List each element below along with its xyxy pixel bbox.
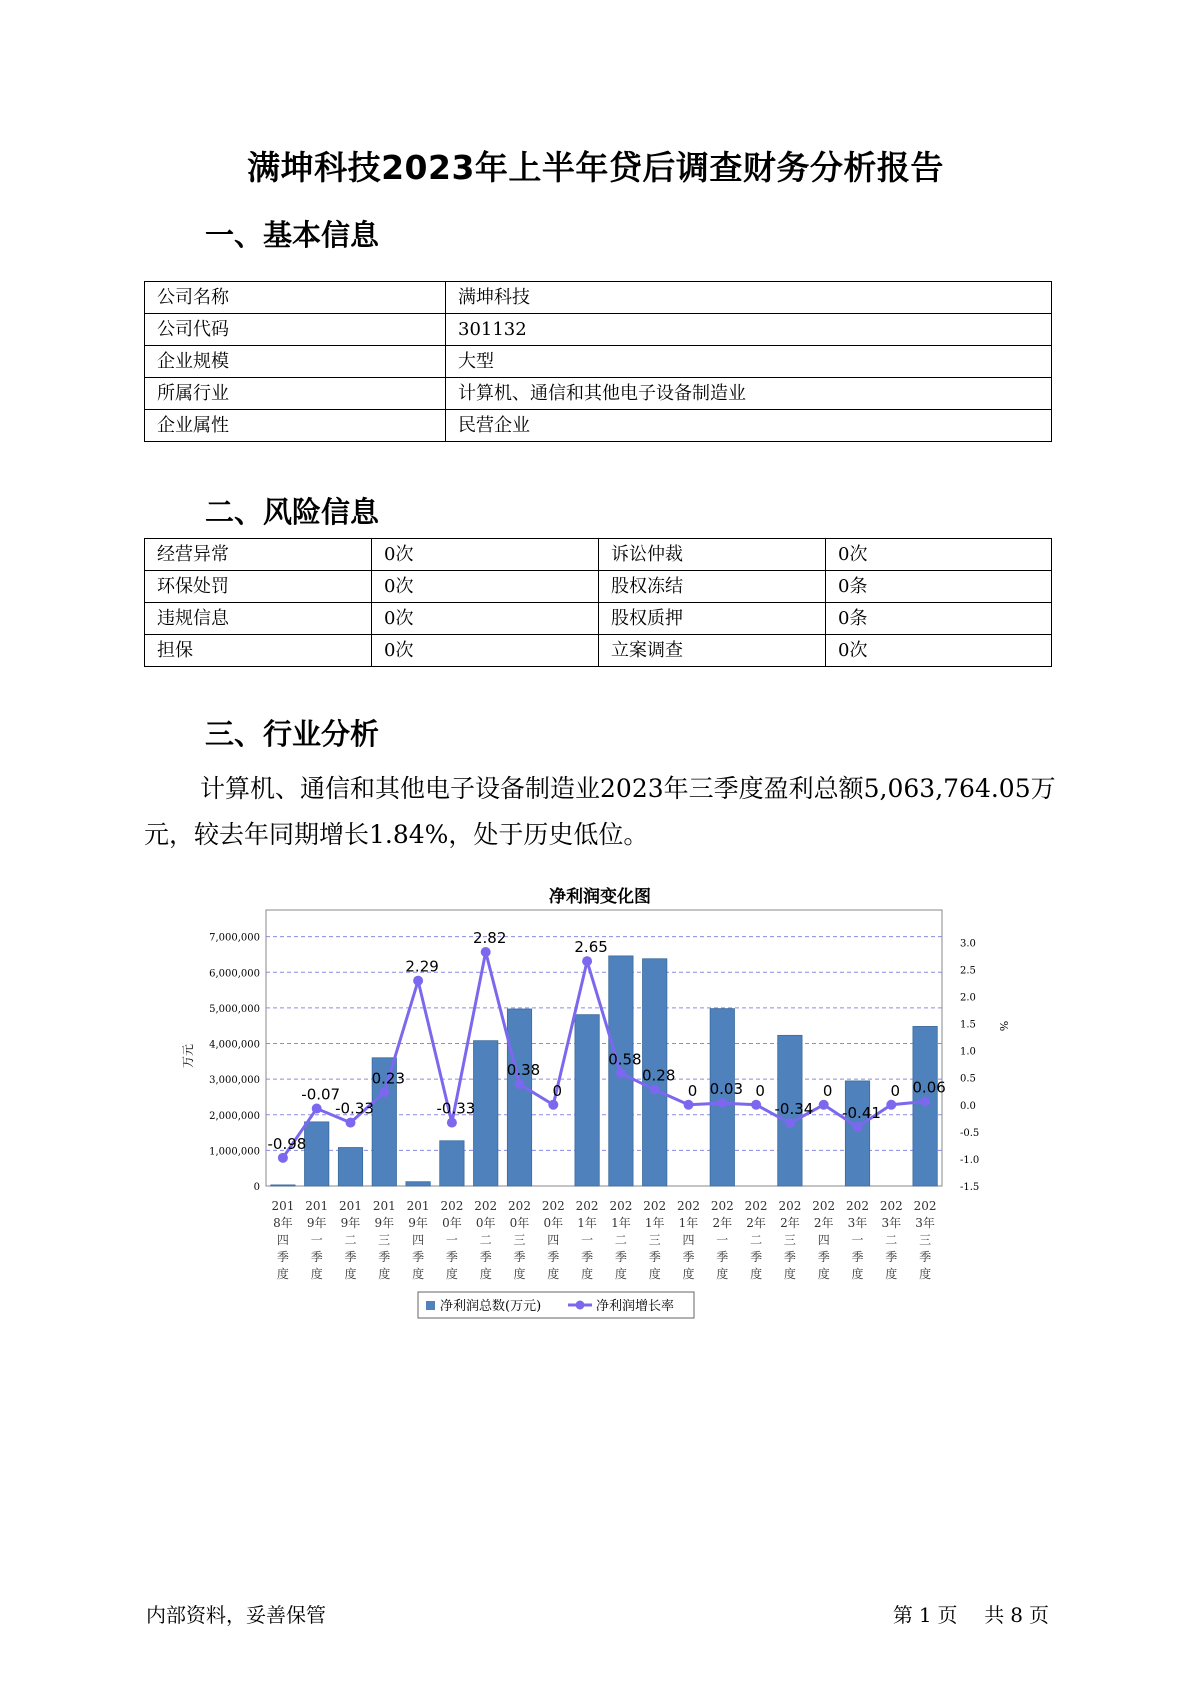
basic-info-value: 301132 xyxy=(446,314,1052,346)
x-tick-label: 202 0年三季度 xyxy=(508,1199,531,1281)
growth-rate-point xyxy=(819,1100,829,1110)
growth-rate-data-label: 2.65 xyxy=(574,938,608,957)
y2-tick-label: -0.5 xyxy=(960,1127,980,1139)
chart-title: 净利润变化图 xyxy=(549,887,651,907)
risk-value: 0次 xyxy=(826,539,1052,571)
x-tick-label: 202 1年一季度 xyxy=(575,1199,599,1281)
page-number: 1 xyxy=(918,1603,932,1627)
growth-rate-point xyxy=(650,1085,660,1095)
growth-rate-data-label: -0.33 xyxy=(335,1099,374,1118)
y-tick-label: 2,000,000 xyxy=(209,1110,260,1122)
legend-label: 净利润增长率 xyxy=(596,1299,675,1314)
basic-info-value: 大型 xyxy=(446,346,1052,378)
x-tick-label: 202 2年一季度 xyxy=(710,1199,734,1281)
y2-tick-label: 1.5 xyxy=(960,1019,976,1031)
x-tick-label: 202 2年四季度 xyxy=(812,1199,836,1281)
risk-label: 股权冻结 xyxy=(599,571,826,603)
growth-rate-point xyxy=(751,1100,761,1110)
growth-rate-data-label: -0.34 xyxy=(774,1100,814,1119)
bar xyxy=(845,1081,869,1186)
section-heading-industry-analysis: 三、行业分析 xyxy=(205,717,380,751)
basic-info-value: 民营企业 xyxy=(446,410,1052,442)
growth-rate-data-label: 0.38 xyxy=(506,1061,541,1080)
y-tick-label: 5,000,000 xyxy=(209,1003,260,1015)
growth-rate-point xyxy=(278,1153,288,1163)
section-heading-basic-info: 一、基本信息 xyxy=(205,218,380,252)
table-row xyxy=(145,539,1052,571)
legend-swatch-bar xyxy=(426,1301,435,1310)
basic-info-label: 企业规模 xyxy=(145,346,446,378)
section-heading-risk-info: 二、风险信息 xyxy=(205,495,380,529)
y-tick-label: 4,000,000 xyxy=(209,1039,260,1051)
bar xyxy=(271,1185,295,1186)
x-tick-label: 202 1年三季度 xyxy=(643,1199,667,1281)
industry-analysis-paragraph xyxy=(144,766,1056,858)
bar xyxy=(440,1141,464,1186)
risk-label: 立案调查 xyxy=(599,635,826,667)
x-tick-label: 202 3年一季度 xyxy=(846,1199,869,1281)
y-tick-label: 0 xyxy=(253,1182,260,1193)
x-tick-label: 201 9年一季度 xyxy=(305,1199,329,1281)
growth-rate-point xyxy=(346,1118,356,1128)
document-title: 满坤科技2023年上半年贷后调查财务分析报告 xyxy=(247,148,944,187)
table-row xyxy=(145,282,1052,314)
x-tick-label: 202 0年二季度 xyxy=(474,1199,498,1281)
growth-rate-data-label: 0 xyxy=(687,1081,698,1100)
bar xyxy=(338,1148,362,1186)
risk-info-table xyxy=(144,538,1052,667)
risk-value: 0条 xyxy=(826,603,1052,635)
risk-value: 0次 xyxy=(372,635,599,667)
risk-label: 担保 xyxy=(145,635,372,667)
footer-page-indicator xyxy=(890,1599,1052,1628)
growth-rate-data-label: 0.28 xyxy=(641,1066,676,1085)
bar xyxy=(474,1041,498,1186)
bar xyxy=(305,1122,329,1186)
basic-info-value: 满坤科技 xyxy=(446,282,1052,314)
x-tick-label: 202 3年二季度 xyxy=(879,1199,903,1281)
risk-label: 经营异常 xyxy=(145,539,372,571)
growth-rate-data-label: -0.07 xyxy=(301,1085,341,1104)
growth-rate-data-label: 0 xyxy=(755,1081,765,1100)
risk-label: 股权质押 xyxy=(599,603,826,635)
x-tick-label: 201 8年四季度 xyxy=(271,1199,295,1281)
growth-rate-point xyxy=(548,1100,558,1110)
growth-rate-point xyxy=(413,976,423,986)
page-suffix: 页 xyxy=(937,1603,958,1627)
y2-tick-label: 2.5 xyxy=(960,965,976,977)
y-axis-title: 万元 xyxy=(181,1043,195,1069)
basic-info-value: 计算机、通信和其他电子设备制造业 xyxy=(446,378,1052,410)
x-tick-label: 202 1年二季度 xyxy=(609,1199,633,1281)
x-tick-label: 201 9年二季度 xyxy=(339,1199,362,1281)
growth-rate-data-label: 0 xyxy=(552,1081,563,1100)
growth-rate-point xyxy=(582,956,592,966)
basic-info-label: 所属行业 xyxy=(145,378,446,410)
y-tick-label: 7,000,000 xyxy=(209,932,260,944)
x-tick-label: 202 1年四季度 xyxy=(677,1199,700,1281)
growth-rate-point xyxy=(785,1118,795,1128)
growth-rate-point xyxy=(312,1104,322,1114)
y-tick-label: 1,000,000 xyxy=(209,1146,260,1158)
table-row xyxy=(145,603,1052,635)
y2-tick-label: 0.0 xyxy=(960,1100,976,1112)
risk-value: 0次 xyxy=(372,571,599,603)
net-profit-chart xyxy=(170,880,1020,1340)
table-row xyxy=(145,571,1052,603)
growth-rate-data-label: 0 xyxy=(890,1081,901,1100)
risk-label: 环保处罚 xyxy=(145,571,372,603)
x-tick-label: 202 0年一季度 xyxy=(440,1199,464,1281)
total-prefix: 共 xyxy=(984,1603,1005,1627)
y2-tick-label: -1.5 xyxy=(960,1182,980,1193)
growth-rate-data-label: 0.03 xyxy=(709,1080,744,1099)
y2-tick-label: 2.0 xyxy=(960,992,976,1004)
y-tick-label: 3,000,000 xyxy=(209,1075,260,1087)
bar xyxy=(406,1182,430,1186)
total-suffix: 页 xyxy=(1029,1603,1049,1627)
table-row xyxy=(145,410,1052,442)
y-tick-label: 6,000,000 xyxy=(209,968,260,980)
basic-info-label: 公司名称 xyxy=(145,282,446,314)
growth-rate-data-label: -0.41 xyxy=(842,1103,881,1122)
growth-rate-data-label: 0.06 xyxy=(912,1078,946,1097)
basic-info-label: 企业属性 xyxy=(145,410,446,442)
basic-info-label: 公司代码 xyxy=(145,314,446,346)
y2-axis-title: % xyxy=(997,1020,1010,1032)
growth-rate-data-label: 2.82 xyxy=(472,929,507,947)
risk-value: 0次 xyxy=(826,635,1052,667)
risk-value: 0条 xyxy=(826,571,1052,603)
growth-rate-point xyxy=(447,1118,457,1128)
x-tick-label: 202 2年二季度 xyxy=(744,1199,768,1281)
x-tick-label: 201 9年三季度 xyxy=(372,1199,396,1281)
growth-rate-point xyxy=(684,1100,694,1110)
table-row xyxy=(145,378,1052,410)
table-row xyxy=(145,346,1052,378)
footer-confidential-note: 内部资料，妥善保管 xyxy=(146,1603,326,1627)
basic-info-table xyxy=(144,281,1052,442)
growth-rate-data-label: -0.98 xyxy=(267,1134,307,1153)
industry-analysis-text: 计算机、通信和其他电子设备制造业2023年三季度盈利总额5,063,764.05万元，较去年同期增长1.84%，处于历史低位。 xyxy=(144,774,1056,849)
growth-rate-point xyxy=(616,1068,626,1078)
y2-tick-label: 0.5 xyxy=(960,1073,976,1085)
x-tick-label: 202 2年三季度 xyxy=(778,1199,802,1281)
risk-label: 违规信息 xyxy=(145,603,372,635)
risk-value: 0次 xyxy=(372,539,599,571)
x-tick-label: 202 3年三季度 xyxy=(913,1199,937,1281)
growth-rate-data-label: 0.58 xyxy=(608,1050,642,1069)
growth-rate-point xyxy=(886,1100,896,1110)
growth-rate-data-label: 0.23 xyxy=(371,1069,406,1088)
growth-rate-point xyxy=(717,1098,727,1108)
total-pages: 8 xyxy=(1010,1603,1023,1627)
growth-rate-point xyxy=(481,947,491,957)
page-prefix: 第 xyxy=(892,1603,913,1627)
growth-rate-data-label: 2.29 xyxy=(405,957,439,976)
y2-tick-label: 3.0 xyxy=(960,938,976,950)
legend-swatch-marker xyxy=(576,1301,585,1310)
risk-label: 诉讼仲裁 xyxy=(599,539,826,571)
growth-rate-data-label: -0.33 xyxy=(436,1099,476,1118)
y2-tick-label: 1.0 xyxy=(960,1046,976,1058)
growth-rate-data-label: 0 xyxy=(822,1081,833,1100)
growth-rate-point xyxy=(379,1087,389,1097)
y2-tick-label: -1.0 xyxy=(960,1154,980,1166)
legend-label: 净利润总数(万元) xyxy=(440,1299,542,1314)
growth-rate-point xyxy=(920,1097,930,1107)
chart-svg xyxy=(170,880,1020,1340)
growth-rate-point xyxy=(515,1079,525,1089)
table-row xyxy=(145,314,1052,346)
bar xyxy=(575,1015,599,1186)
growth-rate-point xyxy=(853,1122,863,1132)
table-row xyxy=(145,635,1052,667)
x-tick-label: 202 0年四季度 xyxy=(541,1199,565,1281)
risk-value: 0次 xyxy=(372,603,599,635)
bar xyxy=(507,1009,531,1186)
x-tick-label: 201 9年四季度 xyxy=(406,1199,430,1281)
